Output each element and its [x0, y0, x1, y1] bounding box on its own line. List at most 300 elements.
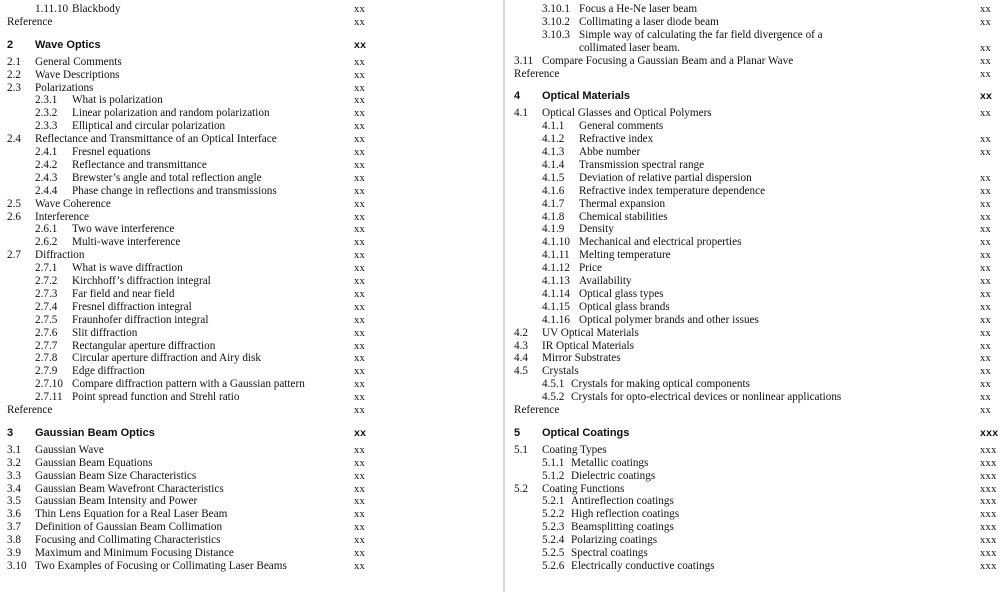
toc-entry-number: 4.1.10 [542, 236, 570, 249]
toc-page-number: xx [354, 16, 366, 28]
toc-entry-number: 5.1 [514, 443, 528, 456]
toc-entry-title: Definition of Gaussian Beam Collimation [35, 521, 223, 534]
toc-entry-title: Phase change in reflections and transmissions [72, 184, 277, 197]
toc-entry-title: Chemical stabilities [579, 210, 668, 223]
toc-entry-number: 3.2 [7, 456, 21, 469]
toc-entry[interactable] [0, 495, 500, 508]
toc-entry-title: Fresnel diffraction integral [72, 300, 192, 313]
toc-entry-number: 2.7 [7, 249, 21, 262]
toc-entry-title: IR Optical Materials [542, 339, 634, 352]
toc-entry-title: Availability [579, 275, 632, 287]
toc-entry-title: Reference [514, 67, 560, 80]
toc-entry[interactable] [507, 3, 1000, 16]
toc-entry[interactable] [507, 314, 1000, 327]
toc-entry[interactable] [0, 56, 500, 69]
toc-entry-number: 1.11.10 [35, 3, 69, 15]
toc-page-number: xx [354, 560, 366, 572]
toc-page-number: xx [980, 134, 992, 146]
toc-entry-title: Crystals for opto-electrical devices or nonlinear applications [571, 391, 842, 404]
toc-page-number: xx [980, 42, 992, 54]
toc-entry[interactable] [0, 301, 500, 314]
toc-entry-number: 3.3 [7, 469, 21, 482]
toc-entry[interactable] [0, 391, 500, 404]
toc-page-number: xx [354, 69, 366, 81]
toc-entry-title: Compare Focusing a Gaussian Beam and a Planar Wave [542, 54, 794, 67]
toc-entry-number: 4 [514, 90, 521, 103]
toc-entry[interactable] [507, 508, 1000, 521]
toc-entry-number: 5.2.4 [542, 534, 565, 547]
toc-page-number: xx [980, 353, 992, 365]
toc-entry-title: Refractive index [579, 133, 654, 146]
toc-page-number: xxx [980, 426, 999, 439]
toc-entry-title: Gaussian Beam Intensity and Power [35, 495, 198, 508]
toc-page-number: xx [980, 392, 992, 404]
toc-entry-number: 4.5.1 [542, 378, 565, 391]
toc-page-number: xxx [980, 509, 997, 521]
toc-entry-number: 5.2 [514, 482, 528, 495]
toc-page-number: xx [354, 483, 366, 495]
toc-entry-title: Focusing and Collimating Characteristics [35, 534, 221, 547]
toc-entry-title: Reference [514, 404, 560, 416]
toc-entry-title: Mirror Substrates [542, 352, 621, 365]
toc-entry-number: 4.1.6 [542, 184, 565, 197]
toc-entry-number: 2 [7, 38, 14, 51]
toc-entry[interactable] [507, 236, 1000, 249]
toc-entry[interactable] [0, 314, 500, 327]
toc-entry-number: 4.1.16 [542, 313, 570, 326]
toc-entry-number: 2.7.3 [35, 287, 58, 300]
toc-page-number: xx [354, 405, 366, 416]
toc-entry[interactable] [0, 560, 500, 573]
toc-entry[interactable] [507, 495, 1000, 508]
toc-page-number: xx [354, 444, 366, 456]
toc-page-number: xx [980, 250, 992, 262]
toc-entry-number: 4.1.11 [542, 249, 570, 262]
toc-entry-number: 3.9 [7, 547, 21, 559]
toc-entry-title: Abbe number [579, 146, 641, 158]
toc-page-number: xx [354, 353, 366, 365]
toc-entry[interactable] [507, 185, 1000, 198]
toc-page-number: xx [980, 90, 993, 103]
toc-entry-number: 4.1.15 [542, 300, 570, 313]
toc-page-number: xx [354, 288, 366, 300]
toc-chapter-entry[interactable] [0, 427, 500, 440]
toc-page-number: xx [980, 366, 992, 378]
toc-entry-title: Refractive index temperature dependence [579, 184, 766, 197]
toc-page-number: xx [354, 470, 366, 482]
toc-entry[interactable] [507, 288, 1000, 301]
toc-page-number: xx [980, 68, 992, 80]
toc-entry-title: Dielectric coatings [571, 469, 656, 482]
page-divider [503, 0, 505, 592]
toc-entry[interactable] [507, 133, 1000, 146]
toc-entry-title: Crystals [542, 365, 579, 378]
toc-entry[interactable] [507, 159, 1000, 172]
toc-entry-title: Optical Glasses and Optical Polymers [542, 107, 712, 120]
toc-entry-title: Circular aperture diffraction and Airy disk [72, 352, 261, 365]
toc-entry[interactable] [0, 457, 500, 470]
toc-page-number: xx [354, 509, 366, 521]
toc-page-number: xxx [980, 560, 997, 572]
toc-entry-title: Optical polymer brands and other issues [579, 313, 759, 326]
toc-entry-title: Gaussian Beam Wavefront Characteristics [35, 482, 224, 495]
toc-entry-title: Brewster’s angle and total reflection angle [72, 171, 262, 184]
toc-page-number: xx [980, 224, 992, 236]
toc-entry[interactable] [0, 69, 500, 82]
toc-reference-entry[interactable] [0, 16, 500, 29]
toc-page-number: xx [980, 16, 992, 28]
toc-entry[interactable] [0, 94, 500, 107]
toc-entry-title: Coating Types [542, 443, 607, 456]
toc-page-number: xx [354, 379, 366, 391]
toc-entry-title: High reflection coatings [571, 508, 680, 521]
toc-page-number: xx [980, 288, 992, 300]
toc-entry[interactable] [0, 365, 500, 378]
toc-entry-title: Thermal expansion [579, 197, 666, 210]
toc-entry-title: Fresnel equations [72, 146, 151, 158]
toc-entry[interactable] [0, 133, 500, 146]
toc-entry[interactable] [0, 262, 500, 275]
toc-entry-number: 2.2 [7, 68, 21, 81]
toc-page-number: xx [980, 314, 992, 326]
toc-page-number: xx [354, 522, 366, 534]
toc-page-number: xx [354, 198, 366, 210]
toc-entry[interactable] [507, 547, 1000, 560]
toc-page-number: xx [354, 134, 366, 146]
toc-page-number: xx [354, 263, 366, 275]
toc-entry-title: Collimating a laser diode beam [579, 15, 719, 28]
toc-entry[interactable] [507, 55, 1000, 68]
toc-entry-number: 5.2.3 [542, 521, 565, 534]
toc-entry-number: 3.1 [7, 443, 21, 456]
toc-entry[interactable] [0, 236, 500, 249]
toc-page-number: xx [980, 237, 992, 249]
toc-entry[interactable] [0, 288, 500, 301]
toc-entry-number: 3.5 [7, 495, 21, 508]
toc-page-number: xx [980, 263, 992, 275]
toc-entry-title: Optical glass brands [579, 300, 670, 313]
toc-entry[interactable] [0, 340, 500, 353]
toc-page-number: xx [354, 301, 366, 313]
toc-entry-title: Spectral coatings [571, 547, 648, 559]
toc-entry-number: 2.4.3 [35, 171, 58, 184]
toc-entry[interactable] [507, 444, 1000, 457]
toc-entry-title: Maximum and Minimum Focusing Distance [35, 547, 234, 559]
toc-entry[interactable] [507, 262, 1000, 275]
toc-page-number: xx [980, 301, 992, 313]
toc-entry-title: Optical Materials [542, 90, 631, 103]
toc-entry[interactable] [507, 340, 1000, 353]
toc-entry-title: Gaussian Beam Size Characteristics [35, 469, 197, 482]
toc-page-number: xx [354, 224, 366, 236]
toc-entry[interactable] [0, 3, 500, 16]
toc-entry-title: Optical glass types [579, 287, 664, 300]
toc-entry[interactable] [507, 29, 1000, 42]
toc-entry[interactable] [507, 198, 1000, 211]
toc-page-number: xx [980, 4, 992, 15]
toc-entry[interactable] [0, 172, 500, 185]
toc-page-number: xx [980, 198, 992, 210]
toc-entry-number: 2.7.8 [35, 352, 58, 365]
toc-entry[interactable] [0, 378, 500, 391]
toc-entry-number: 4.1.9 [542, 223, 565, 236]
toc-entry-title: Reference [7, 404, 53, 416]
toc-entry-title: Edge diffraction [72, 365, 145, 378]
toc-entry-title: Compare diffraction pattern with a Gaussian pattern [72, 378, 305, 391]
toc-entry[interactable] [507, 42, 1000, 55]
toc-entry-title: Diffraction [35, 249, 85, 262]
toc-entry[interactable] [507, 483, 1000, 496]
toc-entry[interactable] [0, 521, 500, 534]
toc-entry-number: 4.1.7 [542, 197, 565, 210]
toc-page-number: xxx [980, 470, 997, 482]
toc-entry-number: 4.4 [514, 352, 528, 365]
toc-entry[interactable] [0, 327, 500, 340]
toc-page-number: xx [354, 82, 366, 94]
toc-page-number: xx [354, 457, 366, 469]
toc-entry-title: Electrically conductive coatings [571, 559, 715, 572]
toc-page-number: xx [354, 366, 366, 378]
toc-entry-number: 2.7.2 [35, 275, 58, 287]
toc-entry[interactable] [0, 223, 500, 236]
toc-entry-number: 2.3.1 [35, 94, 58, 107]
toc-page-number: xx [980, 340, 992, 352]
toc-entry-title: General Comments [35, 55, 122, 68]
toc-entry[interactable] [507, 223, 1000, 236]
toc-entry-number: 4.2 [514, 326, 528, 339]
toc-entry-number: 3.6 [7, 508, 21, 521]
toc-entry[interactable] [507, 378, 1000, 391]
toc-entry-title: Elliptical and circular polarization [72, 120, 226, 133]
toc-entry-number: 2.7.11 [35, 391, 63, 404]
toc-entry-number: 5.2.5 [542, 547, 565, 559]
toc-chapter-entry[interactable] [0, 39, 500, 52]
toc-entry-number: 4.1.12 [542, 262, 570, 275]
toc-entry-title: Gaussian Wave [35, 443, 104, 456]
toc-entry-title: Point spread function and Strehl ratio [72, 391, 240, 404]
toc-entry-number: 3.7 [7, 521, 21, 534]
toc-page-number: xxx [980, 535, 997, 547]
toc-entry-number: 2.6 [7, 210, 21, 223]
toc-page-number: xx [980, 379, 992, 391]
toc-entry-title: UV Optical Materials [542, 326, 639, 339]
toc-entry-number: 3.11 [514, 54, 534, 67]
toc-entry-number: 4.1.3 [542, 146, 565, 158]
toc-entry-number: 4.1.5 [542, 171, 565, 184]
toc-page-number: xx [354, 548, 366, 559]
toc-page-number: xx [980, 211, 992, 223]
toc-entry-number: 2.7.10 [35, 378, 63, 391]
toc-entry[interactable] [507, 146, 1000, 159]
toc-page-number: xxx [980, 522, 997, 534]
toc-entry-title: Gaussian Beam Equations [35, 456, 153, 469]
toc-entry[interactable] [0, 82, 500, 95]
toc-entry-title: Crystals for making optical components [571, 378, 750, 391]
toc-page-number: xx [980, 405, 992, 416]
toc-entry-number: 3.10.3 [542, 28, 570, 41]
toc-page-number: xx [980, 172, 992, 184]
toc-entry-title: Reference [7, 15, 53, 28]
toc-page-number: xx [354, 426, 367, 439]
toc-entry-number: 3.10.1 [542, 3, 570, 15]
toc-entry-number: 2.1 [7, 55, 21, 68]
toc-entry[interactable] [0, 146, 500, 159]
toc-entry-title: collimated laser beam. [579, 41, 680, 54]
toc-entry[interactable] [507, 457, 1000, 470]
toc-entry[interactable] [0, 211, 500, 224]
toc-entry-title: General comments [579, 120, 664, 133]
toc-reference-entry[interactable] [0, 404, 500, 417]
toc-page-number: xx [980, 185, 992, 197]
toc-page-number: xx [980, 55, 992, 67]
toc-page-number: xx [354, 4, 366, 15]
toc-entry-title: Coating Functions [542, 482, 625, 495]
toc-entry[interactable] [507, 301, 1000, 314]
toc-entry[interactable] [507, 275, 1000, 288]
toc-page-number: xx [354, 121, 366, 133]
toc-entry-title: Slit diffraction [72, 326, 138, 339]
toc-page-number: xx [980, 276, 992, 287]
toc-entry-number: 5.2.1 [542, 495, 565, 508]
toc-entry-title: Wave Optics [35, 38, 101, 51]
toc-entry-title: Thin Lens Equation for a Real Laser Beam [35, 508, 228, 521]
toc-entry[interactable] [507, 107, 1000, 120]
toc-entry-number: 5.1.1 [542, 456, 565, 469]
toc-entry-number: 3.10 [7, 559, 27, 572]
toc-entry-number: 2.3.3 [35, 120, 58, 133]
toc-page-number: xx [354, 147, 366, 158]
toc-entry[interactable] [507, 470, 1000, 483]
toc-entry-title: Antireflection coatings [571, 495, 674, 508]
toc-entry-number: 2.4 [7, 133, 21, 146]
toc-entry-number: 4.5 [514, 365, 528, 378]
toc-entry[interactable] [507, 534, 1000, 547]
toc-entry[interactable] [0, 352, 500, 365]
toc-entry-title: Price [579, 262, 602, 275]
toc-entry-title: Deviation of relative partial dispersion [579, 171, 752, 184]
toc-page-number: xx [354, 250, 366, 262]
toc-page-number: xx [354, 185, 366, 197]
toc-entry-title: Optical Coatings [542, 426, 630, 439]
toc-entry-title: Reflectance and transmittance [72, 158, 207, 171]
toc-entry[interactable] [507, 352, 1000, 365]
toc-entry-title: Density [579, 223, 614, 236]
toc-entry-number: 4.5.2 [542, 391, 565, 404]
toc-entry-number: 2.4.2 [35, 158, 58, 171]
toc-entry-number: 2.5 [7, 197, 21, 210]
toc-entry-number: 4.3 [514, 339, 528, 352]
toc-chapter-entry[interactable] [507, 427, 1000, 440]
toc-page-number: xx [354, 172, 366, 184]
toc-entry-title: Wave Descriptions [35, 68, 120, 81]
toc-entry[interactable] [0, 107, 500, 120]
toc-entry-number: 5.2.2 [542, 508, 565, 521]
toc-entry-title: Fraunhofer diffraction integral [72, 313, 209, 326]
toc-entry-number: 4.1 [514, 107, 528, 120]
toc-entry-title: Linear polarization and random polarization [72, 107, 270, 120]
toc-entry[interactable] [0, 249, 500, 262]
toc-entry-title: Kirchhoff’s diffraction integral [72, 275, 211, 287]
toc-page-number: xx [980, 147, 992, 158]
toc-entry-title: Beamsplitting coatings [571, 521, 674, 534]
toc-entry-number: 4.1.4 [542, 158, 565, 171]
toc-page-number: xxx [980, 483, 997, 495]
toc-entry-title: Polarizing coatings [571, 534, 658, 547]
toc-entry[interactable] [507, 327, 1000, 340]
toc-entry-number: 3.10.2 [542, 15, 570, 28]
toc-page-number: xx [354, 276, 366, 287]
toc-entry[interactable] [507, 249, 1000, 262]
toc-entry-number: 2.6.1 [35, 223, 58, 236]
toc-entry[interactable] [507, 120, 1000, 133]
toc-entry[interactable] [507, 211, 1000, 224]
toc-page-number: xx [980, 327, 992, 339]
toc-entry[interactable] [507, 521, 1000, 534]
toc-entry[interactable] [0, 120, 500, 133]
toc-entry-number: 2.7.1 [35, 262, 58, 275]
toc-entry[interactable] [0, 534, 500, 547]
toc-entry[interactable] [0, 444, 500, 457]
toc-entry-number: 3.4 [7, 482, 21, 495]
toc-entry[interactable] [507, 172, 1000, 185]
toc-entry-title: Focus a He-Ne laser beam [579, 3, 698, 15]
toc-entry[interactable] [0, 275, 500, 288]
toc-entry-number: 5 [514, 426, 521, 439]
toc-entry[interactable] [507, 391, 1000, 404]
toc-entry-title: Metallic coatings [571, 456, 649, 469]
toc-entry[interactable] [0, 198, 500, 211]
toc-entry[interactable] [0, 185, 500, 198]
toc-entry-number: 4.1.14 [542, 287, 570, 300]
toc-entry[interactable] [507, 16, 1000, 29]
toc-entry[interactable] [507, 560, 1000, 573]
toc-reference-entry[interactable] [507, 68, 1000, 81]
toc-entry[interactable] [0, 159, 500, 172]
toc-entry-number: 2.6.2 [35, 236, 58, 249]
toc-entry-number: 4.1.13 [542, 275, 570, 287]
toc-entry-number: 3 [7, 426, 14, 439]
toc-entry-title: Reflectance and Transmittance of an Optical Interface [35, 133, 277, 146]
toc-entry-number: 2.7.4 [35, 300, 58, 313]
toc-page-number: xx [354, 535, 366, 547]
toc-page-right [507, 0, 1000, 592]
toc-entry-title: Far field and near field [72, 287, 175, 300]
toc-entry[interactable] [0, 470, 500, 483]
toc-page-number: xxx [980, 548, 997, 559]
toc-page-number: xx [354, 159, 366, 171]
toc-page-number: xx [354, 496, 366, 508]
toc-entry[interactable] [507, 365, 1000, 378]
toc-page-number: xx [354, 95, 366, 107]
toc-entry-title: Two Examples of Focusing or Collimating Laser Beams [35, 559, 287, 572]
toc-page-number: xx [354, 56, 366, 68]
toc-page-number: xx [354, 392, 366, 404]
toc-entry-number: 2.7.6 [35, 326, 58, 339]
toc-entry-number: 2.4.4 [35, 184, 58, 197]
toc-entry[interactable] [0, 508, 500, 521]
toc-entry-title: What is polarization [72, 94, 163, 107]
toc-entry-title: Mechanical and electrical properties [579, 236, 742, 249]
toc-entry[interactable] [0, 483, 500, 496]
toc-reference-entry[interactable] [507, 404, 1000, 417]
toc-chapter-entry[interactable] [507, 90, 1000, 103]
toc-entry-title: Blackbody [72, 3, 121, 15]
toc-entry-title: Melting temperature [579, 249, 671, 262]
toc-entry-number: 3.8 [7, 534, 21, 547]
toc-entry-number: 2.3 [7, 81, 21, 94]
toc-page-number: xx [980, 108, 992, 120]
toc-entry[interactable] [0, 547, 500, 560]
